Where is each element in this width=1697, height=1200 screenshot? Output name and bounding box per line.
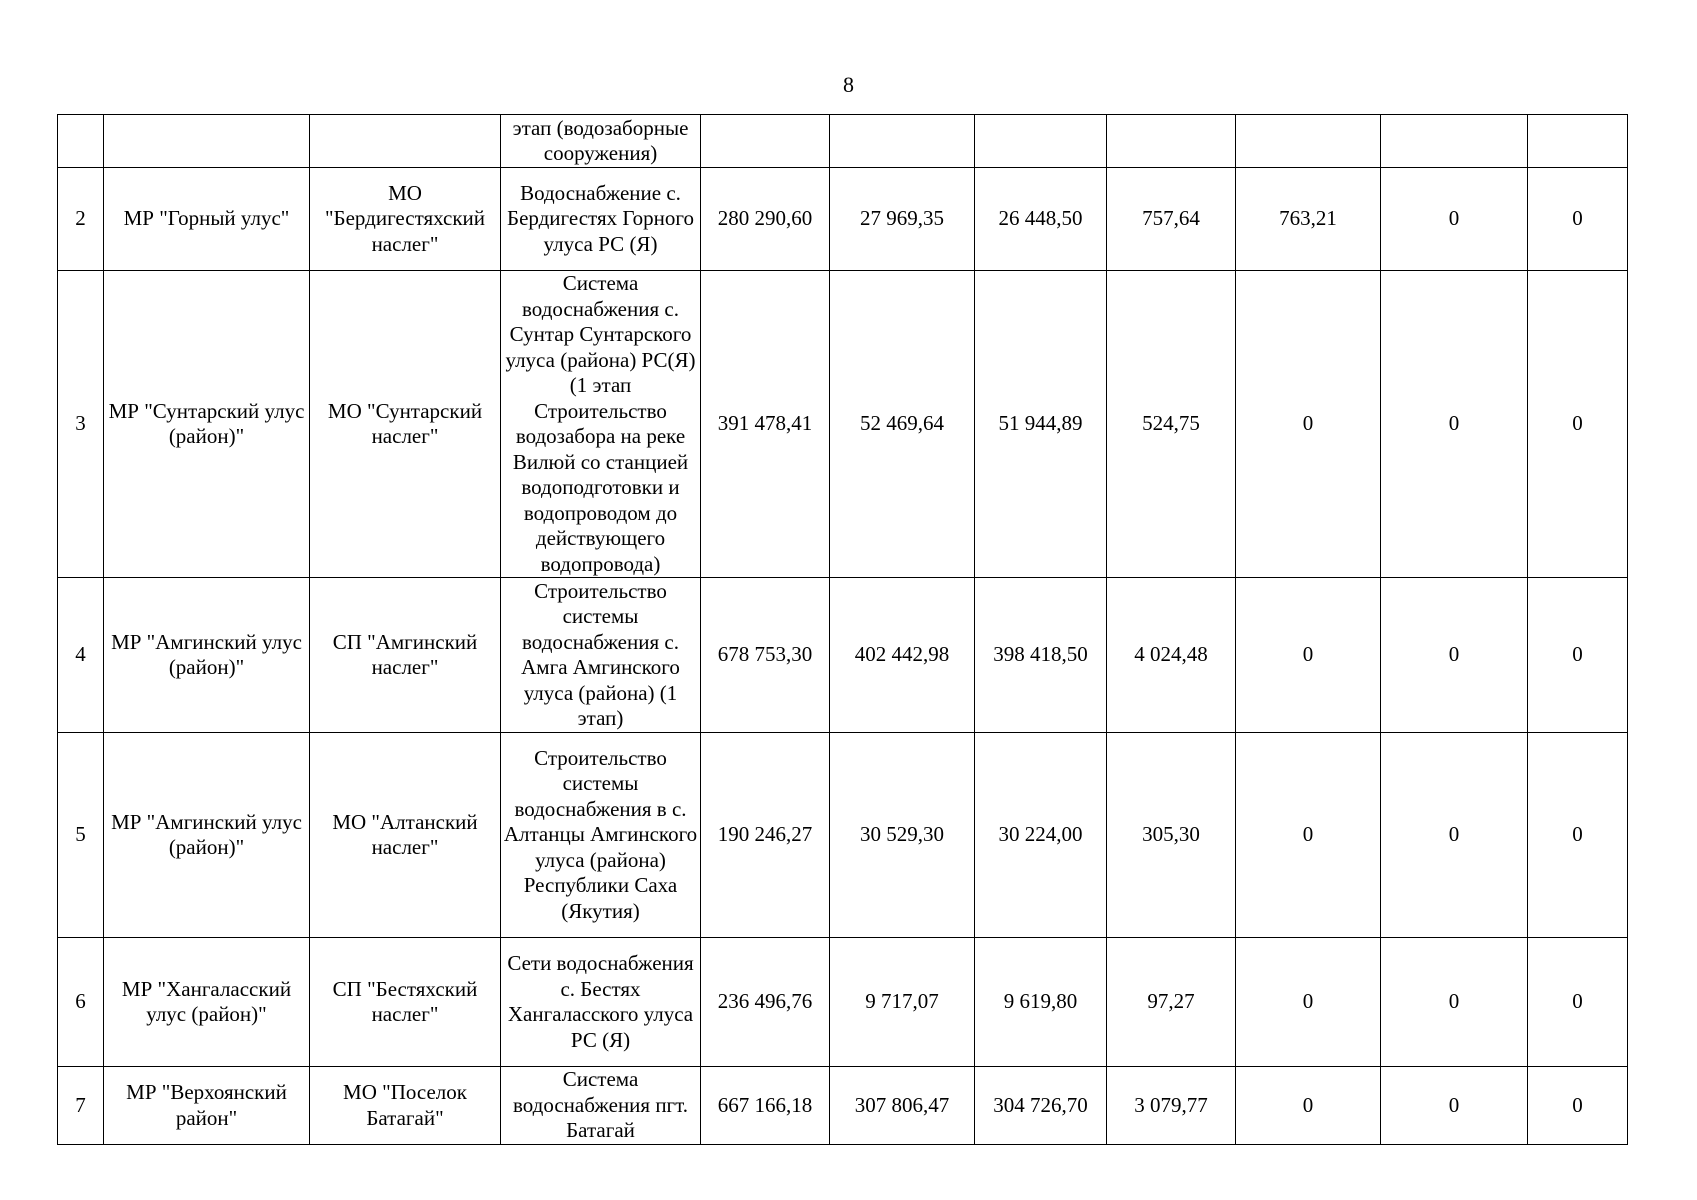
cell-project: Строительство системы водоснабжения в с. Алтанцы Амгинского улуса (района) Республики Саха (Якутия) [501,733,701,938]
cell-value-2: 30 529,30 [830,733,975,938]
cell-value-5 [1236,115,1381,168]
cell-municipality: МО "Поселок Батагай" [310,1067,501,1145]
cell-value-7: 0 [1528,168,1628,271]
cell-value-2: 27 969,35 [830,168,975,271]
cell-municipality [310,115,501,168]
cell-municipality: СП "Бестяхский наслег" [310,938,501,1067]
cell-value-1 [701,115,830,168]
cell-value-3: 26 448,50 [975,168,1107,271]
cell-value-6: 0 [1381,938,1528,1067]
cell-value-3 [975,115,1107,168]
cell-value-4: 97,27 [1107,938,1236,1067]
cell-value-4 [1107,115,1236,168]
cell-value-1: 391 478,41 [701,271,830,578]
cell-value-1: 236 496,76 [701,938,830,1067]
cell-value-5: 0 [1236,1067,1381,1145]
cell-project: Система водоснабжения пгт. Батагай [501,1067,701,1145]
table-row [58,271,1628,578]
cell-value-6: 0 [1381,1067,1528,1145]
cell-value-1: 280 290,60 [701,168,830,271]
cell-value-7: 0 [1528,271,1628,578]
cell-district: МР "Горный улус" [104,168,310,271]
cell-value-2: 307 806,47 [830,1067,975,1145]
cell-district: МР "Верхоянский район" [104,1067,310,1145]
cell-value-7 [1528,115,1628,168]
cell-project: этап (водозаборные сооружения) [501,115,701,168]
cell-number: 4 [58,578,104,733]
cell-value-5: 0 [1236,733,1381,938]
table-row [58,1067,1628,1145]
cell-value-4: 524,75 [1107,271,1236,578]
cell-municipality: МО "Алтанский наслег" [310,733,501,938]
cell-value-2: 402 442,98 [830,578,975,733]
cell-value-1: 678 753,30 [701,578,830,733]
cell-value-6: 0 [1381,733,1528,938]
cell-value-4: 757,64 [1107,168,1236,271]
cell-value-1: 190 246,27 [701,733,830,938]
cell-district: МР "Хангаласский улус (район)" [104,938,310,1067]
cell-value-1: 667 166,18 [701,1067,830,1145]
cell-value-5: 0 [1236,578,1381,733]
cell-district: МР "Амгинский улус (район)" [104,578,310,733]
cell-value-2: 9 717,07 [830,938,975,1067]
cell-project: Водоснабжение с. Бердигестях Горного улуса РС (Я) [501,168,701,271]
cell-value-6 [1381,115,1528,168]
cell-value-3: 51 944,89 [975,271,1107,578]
cell-value-4: 305,30 [1107,733,1236,938]
cell-value-3: 304 726,70 [975,1067,1107,1145]
cell-value-5: 0 [1236,271,1381,578]
cell-value-3: 9 619,80 [975,938,1107,1067]
cell-project: Сети водоснабжения с. Бестях Хангаласского улуса РС (Я) [501,938,701,1067]
cell-number: 6 [58,938,104,1067]
cell-value-7: 0 [1528,733,1628,938]
cell-number: 2 [58,168,104,271]
cell-value-4: 4 024,48 [1107,578,1236,733]
cell-value-7: 0 [1528,1067,1628,1145]
cell-value-3: 30 224,00 [975,733,1107,938]
cell-value-7: 0 [1528,578,1628,733]
cell-value-6: 0 [1381,578,1528,733]
cell-number: 5 [58,733,104,938]
cell-number: 7 [58,1067,104,1145]
cell-value-5: 763,21 [1236,168,1381,271]
cell-district [104,115,310,168]
table-row [58,115,1628,168]
cell-value-3: 398 418,50 [975,578,1107,733]
cell-district: МР "Амгинский улус (район)" [104,733,310,938]
cell-value-6: 0 [1381,168,1528,271]
cell-value-5: 0 [1236,938,1381,1067]
cell-project: Система водоснабжения с. Сунтар Сунтарского улуса (района) РС(Я) (1 этап Строительство водозабора на реке Вилюй со станцией водоподготовки и водопроводом до действующего водопровода) [501,271,701,578]
cell-number [58,115,104,168]
cell-value-6: 0 [1381,271,1528,578]
table-row [58,938,1628,1067]
cell-value-2 [830,115,975,168]
funding-table [57,114,1628,1145]
cell-value-7: 0 [1528,938,1628,1067]
page-number: 8 [843,72,854,97]
table-row [58,733,1628,938]
cell-municipality: МО "Сунтарский наслег" [310,271,501,578]
table-row [58,168,1628,271]
cell-value-2: 52 469,64 [830,271,975,578]
table-row [58,578,1628,733]
cell-project: Строительство системы водоснабжения с. Амга Амгинского улуса (района) (1 этап) [501,578,701,733]
cell-municipality: МО "Бердигестяхский наслег" [310,168,501,271]
cell-municipality: СП "Амгинский наслег" [310,578,501,733]
cell-district: МР "Сунтарский улус (район)" [104,271,310,578]
cell-value-4: 3 079,77 [1107,1067,1236,1145]
cell-number: 3 [58,271,104,578]
